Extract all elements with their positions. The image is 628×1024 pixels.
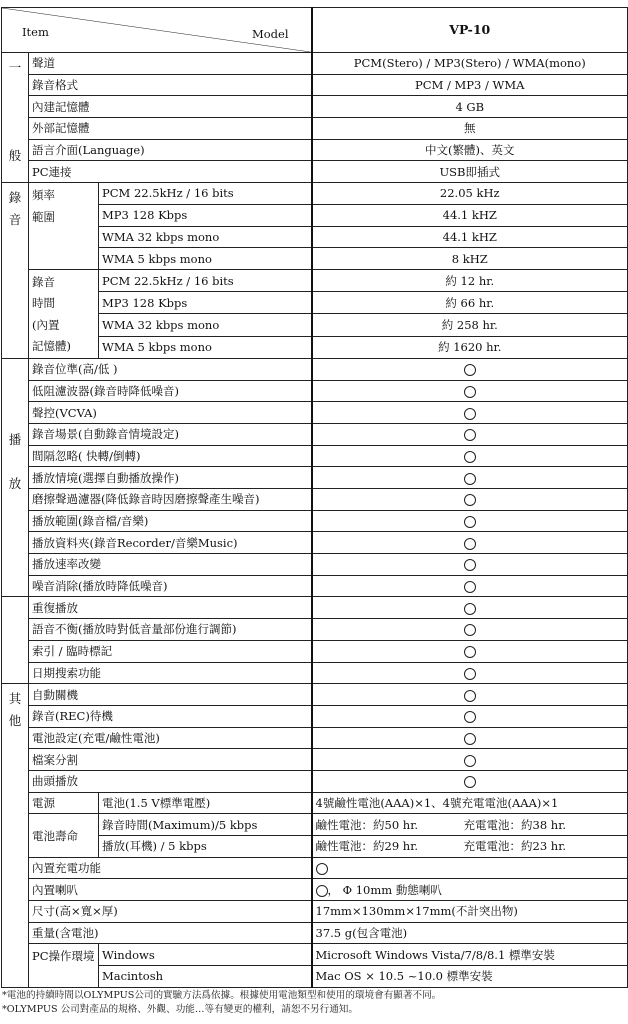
freq-value: 8 kHZ: [312, 248, 628, 270]
circle-mark-icon: [464, 646, 476, 658]
freq-sub-label: PCM 22.5kHz / 16 bits: [99, 183, 312, 205]
table-row: [2, 554, 628, 576]
feature-supported: [312, 358, 628, 380]
pc-env-label: PC操作環境: [29, 944, 99, 987]
battery-life-value: [312, 814, 628, 836]
rec-time-sub-label: PCM 22.5kHz / 16 bits: [99, 269, 312, 291]
table-row: [2, 161, 628, 183]
table-row: [2, 532, 628, 554]
table-row: [2, 118, 628, 140]
feature-label: 磨擦聲過濾器(降低錄音時因磨擦聲產生噪音): [29, 489, 312, 511]
footnotes: [2, 989, 441, 1017]
circle-mark-icon: [464, 451, 476, 463]
spec-label: 語言介面(Language): [29, 139, 312, 161]
table-row: [2, 749, 628, 771]
feature-label: 錄音場景(自動錄音情境設定): [29, 423, 312, 445]
table-row: [2, 510, 628, 532]
table-row: [2, 662, 628, 684]
feature-supported: [312, 402, 628, 424]
speaker-desc: ， Φ 10mm 動態喇叭: [327, 882, 442, 897]
circle-mark-icon: [316, 863, 328, 875]
table-row: [2, 489, 628, 511]
spec-label: 外部記憶體: [29, 118, 312, 140]
pc-env-sub-label: Macintosh: [99, 966, 312, 988]
circle-mark-icon: [464, 386, 476, 398]
table-row: [2, 269, 628, 291]
section-general: 一 般: [2, 53, 29, 183]
feature-label: 播放範圍(錄音檔/音樂): [29, 510, 312, 532]
table-row: [2, 74, 628, 96]
feature-supported: [312, 749, 628, 771]
table-row: [2, 727, 628, 749]
rec-time-sub-label: WMA 32 kbps mono: [99, 314, 312, 336]
freq-sub-label: WMA 5 kbps mono: [99, 248, 312, 270]
feature-label: 播放速率改變: [29, 554, 312, 576]
table-row: [2, 901, 628, 923]
table-row: [2, 770, 628, 792]
battery-life-value: [312, 836, 628, 858]
feature-supported: [312, 532, 628, 554]
freq-sub-label: MP3 128 Kbps: [99, 204, 312, 226]
rec-time-value: 約 1620 hr.: [312, 336, 628, 358]
circle-mark-icon: [464, 516, 476, 528]
table-row: [2, 423, 628, 445]
circle-mark-icon: [464, 473, 476, 485]
pc-env-value: Mac OS × 10.5 ~10.0 標準安裝: [312, 966, 628, 988]
rec-time-value: 約 258 hr.: [312, 314, 628, 336]
feature-label: 曲頭播放: [29, 770, 312, 792]
pc-env-value: Microsoft Windows Vista/7/8/8.1 標準安裝: [312, 944, 628, 966]
table-row: [2, 358, 628, 380]
rec-time-label: 錄音 時間 (內置 記憶體): [29, 269, 99, 358]
rec-time-sub-label: MP3 128 Kbps: [99, 292, 312, 314]
spec-value: 中文(繁體)、英文: [312, 139, 628, 161]
feature-label: 錄音位準(高/低 ): [29, 358, 312, 380]
feature-label: 噪音消除(播放時降低噪音): [29, 575, 312, 597]
spec-table: [1, 7, 628, 988]
header-item-label: Item: [22, 25, 49, 39]
table-row: [2, 619, 628, 641]
feature-supported: [312, 380, 628, 402]
circle-mark-icon: [464, 755, 476, 767]
circle-mark-icon: [464, 733, 476, 745]
freq-value: 44.1 kHZ: [312, 226, 628, 248]
footnote-2: *OLYMPUS 公司對產品的規格、外觀、功能…等有變更的權利，請恕不另行通知。: [2, 1004, 358, 1015]
section-record: 錄 音: [2, 183, 29, 359]
feature-supported: [312, 597, 628, 619]
feature-label: 自動關機: [29, 684, 312, 706]
table-row: [2, 467, 628, 489]
circle-mark-icon: [464, 690, 476, 702]
table-row: [2, 684, 628, 706]
rechargeable-life: 充電電池：約23 hr.: [463, 839, 567, 854]
footnote-1: *電池的持續時間以OLYMPUS公司的實驗方法爲依據。根據使用電池類型和使用的環境會有顯著不同。: [2, 990, 442, 1001]
table-row: [2, 879, 628, 901]
weight-label: 重量(含電池): [29, 922, 312, 944]
feature-supported: [312, 554, 628, 576]
freq-range-label: 頻率 範圍: [29, 183, 99, 270]
circle-mark-icon: [464, 559, 476, 571]
size-value: 17mm×130mm×17mm(不計突出物): [312, 901, 628, 923]
feature-label: 聲控(VCVA): [29, 402, 312, 424]
charge-value: [312, 857, 628, 879]
table-row: [2, 402, 628, 424]
battery-life-sub-label: 播放(耳機) / 5 kbps: [99, 836, 312, 858]
power-value: 4號鹼性電池(AAA)×1、4號充電電池(AAA)×1: [312, 792, 628, 814]
spec-value: USB即插式: [312, 161, 628, 183]
feature-supported: [312, 640, 628, 662]
table-row: [2, 53, 628, 75]
table-row: [2, 96, 628, 118]
alkaline-life: 鹼性電池：約50 hr.: [315, 817, 419, 832]
spec-label: 錄音格式: [29, 74, 312, 96]
power-label: 電源: [29, 792, 99, 814]
feature-label: 檔案分割: [29, 749, 312, 771]
circle-mark-icon: [464, 581, 476, 593]
table-row: [2, 139, 628, 161]
feature-supported: [312, 467, 628, 489]
rec-time-sub-label: WMA 5 kbps mono: [99, 336, 312, 358]
freq-value: 44.1 kHZ: [312, 204, 628, 226]
rec-time-value: 約 12 hr.: [312, 269, 628, 291]
circle-mark-icon: [464, 711, 476, 723]
feature-label: 索引 / 臨時標記: [29, 640, 312, 662]
feature-label: 日期搜索功能: [29, 662, 312, 684]
circle-mark-icon: [464, 603, 476, 615]
weight-value: 37.5 g(包含電池): [312, 922, 628, 944]
table-row: [2, 705, 628, 727]
section-other: 其 他: [2, 684, 29, 988]
size-label: 尺寸(高×寬×厚): [29, 901, 312, 923]
table-row: [2, 380, 628, 402]
freq-value: 22.05 kHz: [312, 183, 628, 205]
circle-mark-icon: [464, 668, 476, 680]
pc-env-sub-label: Windows: [99, 944, 312, 966]
feature-supported: [312, 705, 628, 727]
circle-mark-icon: [464, 538, 476, 550]
spec-value: PCM / MP3 / WMA: [312, 74, 628, 96]
table-row: [2, 597, 628, 619]
feature-label: 重復播放: [29, 597, 312, 619]
freq-sub-label: WMA 32 kbps mono: [99, 226, 312, 248]
table-row: [2, 857, 628, 879]
battery-life-sub-label: 錄音時間(Maximum)/5 kbps: [99, 814, 312, 836]
feature-supported: [312, 727, 628, 749]
circle-mark-icon: [464, 624, 476, 636]
spec-label: 聲道: [29, 53, 312, 75]
speaker-value: [312, 879, 628, 901]
feature-supported: [312, 575, 628, 597]
header-model-label: Model: [251, 27, 289, 41]
table-row: [2, 8, 628, 53]
spec-label: PC連接: [29, 161, 312, 183]
feature-supported: [312, 510, 628, 532]
table-row: [2, 640, 628, 662]
feature-label: 錄音(REC)待機: [29, 705, 312, 727]
feature-supported: [312, 770, 628, 792]
model-name: VP-10: [312, 8, 628, 53]
rechargeable-life: 充電電池：約38 hr.: [463, 817, 567, 832]
table-row: [2, 792, 628, 814]
section-playback: 播 放: [2, 358, 29, 597]
rec-time-value: 約 66 hr.: [312, 292, 628, 314]
circle-mark-icon: [316, 885, 328, 897]
table-row: [2, 575, 628, 597]
table-row: [2, 922, 628, 944]
feature-supported: [312, 423, 628, 445]
feature-label: 間隔忽略( 快轉/倒轉): [29, 445, 312, 467]
feature-supported: [312, 684, 628, 706]
spec-label: 內建記憶體: [29, 96, 312, 118]
charge-label: 內置充電功能: [29, 857, 312, 879]
battery-life-label: 電池壽命: [29, 814, 99, 857]
circle-mark-icon: [464, 429, 476, 441]
table-row: [2, 814, 628, 836]
feature-label: 電池設定(充電/鹼性電池): [29, 727, 312, 749]
feature-supported: [312, 489, 628, 511]
feature-supported: [312, 445, 628, 467]
table-row: [2, 183, 628, 205]
circle-mark-icon: [464, 494, 476, 506]
circle-mark-icon: [464, 408, 476, 420]
table-row: [2, 445, 628, 467]
table-row: [2, 944, 628, 966]
feature-supported: [312, 662, 628, 684]
alkaline-life: 鹼性電池：約29 hr.: [315, 839, 419, 854]
power-sub-label: 電池(1.5 V標準電壓): [99, 792, 312, 814]
feature-label: 語音不衡(播放時對低音量部份進行調節): [29, 619, 312, 641]
circle-mark-icon: [464, 776, 476, 788]
spec-value: PCM(Stero) / MP3(Stero) / WMA(mono): [312, 53, 628, 75]
feature-label: 播放資料夾(錄音Recorder/音樂Music): [29, 532, 312, 554]
speaker-label: 內置喇叭: [29, 879, 312, 901]
circle-mark-icon: [464, 364, 476, 376]
section-playback-continued: [2, 597, 29, 684]
spec-value: 無: [312, 118, 628, 140]
spec-value: 4 GB: [312, 96, 628, 118]
feature-label: 播放情境(選擇自動播放操作): [29, 467, 312, 489]
feature-label: 低阻濾波器(錄音時降低噪音): [29, 380, 312, 402]
feature-supported: [312, 619, 628, 641]
header-item-model-cell: [2, 8, 312, 53]
